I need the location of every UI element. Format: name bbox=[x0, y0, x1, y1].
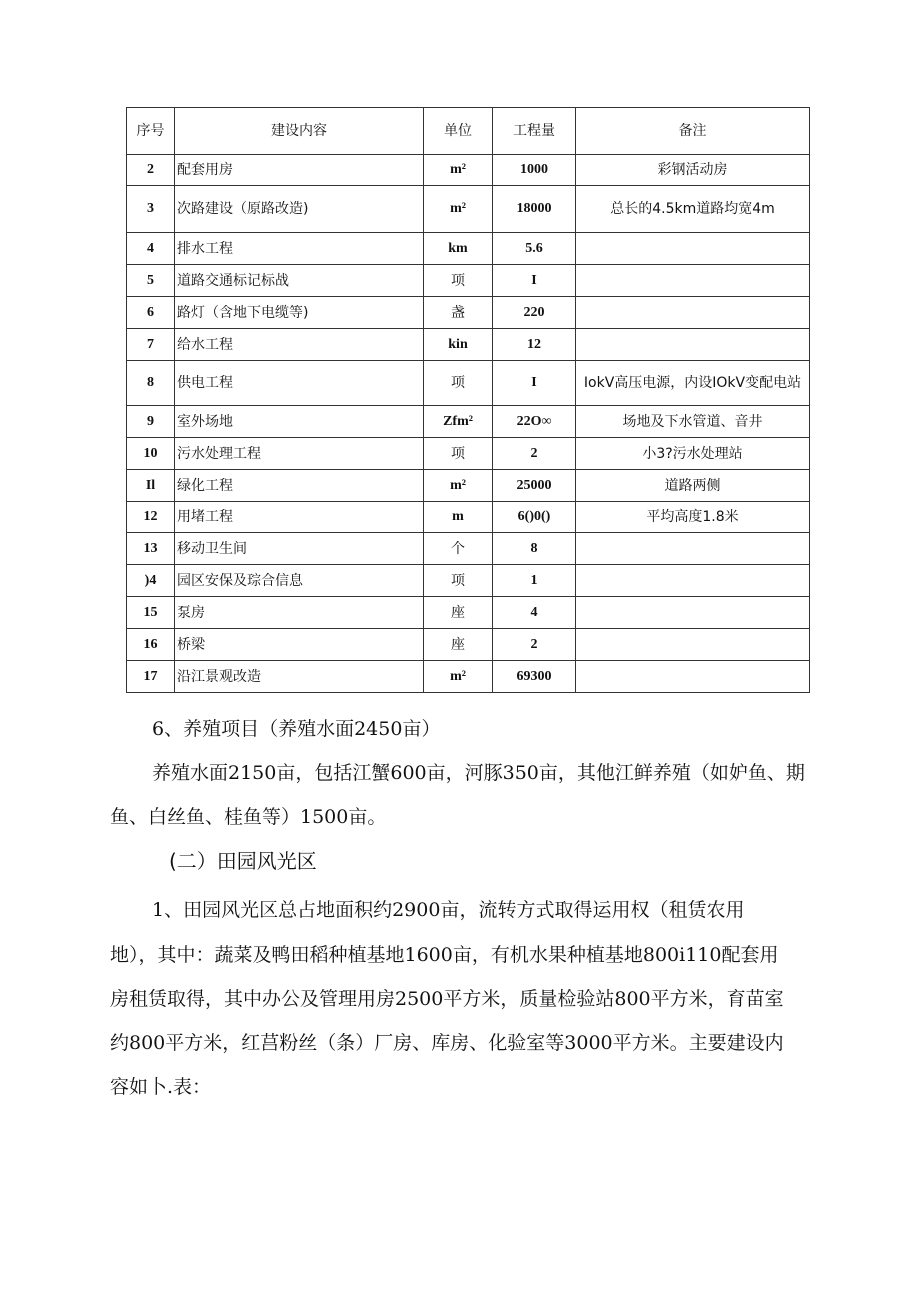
row-name: 排水工程 bbox=[175, 233, 424, 265]
row-unit: 座 bbox=[424, 629, 493, 661]
row-note bbox=[576, 297, 810, 329]
row-note: 总长的4.5km道路均宽4m bbox=[576, 186, 810, 233]
row-no: )4 bbox=[127, 565, 175, 597]
row-name: 次路建设（原路改造) bbox=[175, 186, 424, 233]
section-6-line-2: 鱼、白丝鱼、桂鱼等）1500亩。 bbox=[110, 806, 387, 828]
table-row bbox=[127, 661, 810, 693]
row-note: 道路两侧 bbox=[576, 470, 810, 502]
table-row bbox=[127, 470, 810, 502]
row-no: 3 bbox=[127, 186, 175, 233]
row-note: 平均高度1.8米 bbox=[576, 502, 810, 533]
row-no: 15 bbox=[127, 597, 175, 629]
row-note bbox=[576, 533, 810, 565]
row-no: 5 bbox=[127, 265, 175, 297]
row-no: 6 bbox=[127, 297, 175, 329]
row-note bbox=[576, 629, 810, 661]
row-qty: 2 bbox=[493, 438, 576, 470]
table-row bbox=[127, 233, 810, 265]
construction-table bbox=[126, 107, 810, 693]
row-no: 7 bbox=[127, 329, 175, 361]
row-note bbox=[576, 597, 810, 629]
row-qty: I bbox=[493, 265, 576, 297]
section-2-line-2: 地），其中：蔬菜及鸭田稻种植基地1600亩，有机水果种植基地800i110配套用 bbox=[110, 944, 779, 966]
row-name: 供电工程 bbox=[175, 361, 424, 406]
row-no: 9 bbox=[127, 406, 175, 438]
row-no: Il bbox=[127, 470, 175, 502]
table-row bbox=[127, 265, 810, 297]
header-no: 序号 bbox=[127, 108, 175, 155]
row-name: 沿江景观改造 bbox=[175, 661, 424, 693]
row-unit: kin bbox=[424, 329, 493, 361]
row-qty: 12 bbox=[493, 329, 576, 361]
section-6-title: 6、养殖项目（养殖水面2450亩） bbox=[152, 718, 441, 740]
table-row bbox=[127, 186, 810, 233]
row-name: 路灯（含地下电缆等) bbox=[175, 297, 424, 329]
row-qty: 5.6 bbox=[493, 233, 576, 265]
row-name: 污水处理工程 bbox=[175, 438, 424, 470]
row-no: 10 bbox=[127, 438, 175, 470]
row-no: 4 bbox=[127, 233, 175, 265]
row-name: 移动卫生间 bbox=[175, 533, 424, 565]
header-qty: 工程量 bbox=[493, 108, 576, 155]
row-qty: 2 bbox=[493, 629, 576, 661]
row-unit: m bbox=[424, 502, 493, 533]
row-name: 配套用房 bbox=[175, 155, 424, 186]
row-qty: 25000 bbox=[493, 470, 576, 502]
row-unit: 项 bbox=[424, 265, 493, 297]
row-no: 12 bbox=[127, 502, 175, 533]
section-6-line-1: 养殖水面2150亩，包括江蟹600亩，河豚350亩，其他江鲜养殖（如妒鱼、期 bbox=[152, 762, 805, 784]
row-unit: 座 bbox=[424, 597, 493, 629]
row-unit: km bbox=[424, 233, 493, 265]
row-note: 彩钢活动房 bbox=[576, 155, 810, 186]
table-row bbox=[127, 438, 810, 470]
row-no: 8 bbox=[127, 361, 175, 406]
row-note bbox=[576, 661, 810, 693]
table-row bbox=[127, 155, 810, 186]
row-qty: I bbox=[493, 361, 576, 406]
row-qty: 1 bbox=[493, 565, 576, 597]
row-name: 给水工程 bbox=[175, 329, 424, 361]
row-qty: 1000 bbox=[493, 155, 576, 186]
row-unit: 项 bbox=[424, 565, 493, 597]
row-unit: 盏 bbox=[424, 297, 493, 329]
row-unit: m² bbox=[424, 155, 493, 186]
row-unit: m² bbox=[424, 470, 493, 502]
row-name: 道路交通标记标战 bbox=[175, 265, 424, 297]
row-qty: 8 bbox=[493, 533, 576, 565]
row-qty: 22O∞ bbox=[493, 406, 576, 438]
row-note bbox=[576, 329, 810, 361]
row-qty: 220 bbox=[493, 297, 576, 329]
table-row bbox=[127, 597, 810, 629]
header-note: 备注 bbox=[576, 108, 810, 155]
table-row bbox=[127, 533, 810, 565]
table-row bbox=[127, 297, 810, 329]
row-unit: m² bbox=[424, 661, 493, 693]
section-2-line-3: 房租赁取得，其中办公及管理用房2500平方米，质量检验站800平方米，育苗室 bbox=[110, 988, 784, 1010]
row-unit: 个 bbox=[424, 533, 493, 565]
row-note: 小3?污水处理站 bbox=[576, 438, 810, 470]
row-name: 园区安保及琮合信息 bbox=[175, 565, 424, 597]
header-name: 建设内容 bbox=[175, 108, 424, 155]
row-name: 用堵工程 bbox=[175, 502, 424, 533]
table-row bbox=[127, 406, 810, 438]
table-row bbox=[127, 329, 810, 361]
table-row bbox=[127, 565, 810, 597]
section-2-line-5: 容如卜.表： bbox=[110, 1076, 212, 1098]
row-unit: 项 bbox=[424, 438, 493, 470]
row-note bbox=[576, 265, 810, 297]
header-unit: 单位 bbox=[424, 108, 493, 155]
section-2-line-4: 约800平方米，红莒粉丝（条）厂房、库房、化验室等3000平方米。主要建设内 bbox=[110, 1032, 784, 1054]
row-no: 13 bbox=[127, 533, 175, 565]
row-name: 室外场地 bbox=[175, 406, 424, 438]
row-no: 16 bbox=[127, 629, 175, 661]
row-no: 2 bbox=[127, 155, 175, 186]
row-name: 桥梁 bbox=[175, 629, 424, 661]
row-note bbox=[576, 233, 810, 265]
row-name: 泵房 bbox=[175, 597, 424, 629]
row-no: 17 bbox=[127, 661, 175, 693]
table-header-row bbox=[127, 108, 810, 155]
row-name: 绿化工程 bbox=[175, 470, 424, 502]
section-2-line-1: 1、田园风光区总占地面积约2900亩，流转方式取得运用权（租赁农用 bbox=[152, 899, 745, 921]
row-unit: m² bbox=[424, 186, 493, 233]
row-qty: 18000 bbox=[493, 186, 576, 233]
row-qty: 4 bbox=[493, 597, 576, 629]
row-qty: 69300 bbox=[493, 661, 576, 693]
table-row bbox=[127, 502, 810, 533]
row-unit: Zfm² bbox=[424, 406, 493, 438]
row-qty: 6()0() bbox=[493, 502, 576, 533]
row-unit: 项 bbox=[424, 361, 493, 406]
row-note bbox=[576, 565, 810, 597]
table-row bbox=[127, 629, 810, 661]
section-2-heading: (二）田园风光区 bbox=[169, 849, 317, 873]
row-note: 场地及下水管道、音井 bbox=[576, 406, 810, 438]
table-row bbox=[127, 361, 810, 406]
row-note: IokV高压电源，内设IOkV变配电站 bbox=[576, 361, 810, 406]
